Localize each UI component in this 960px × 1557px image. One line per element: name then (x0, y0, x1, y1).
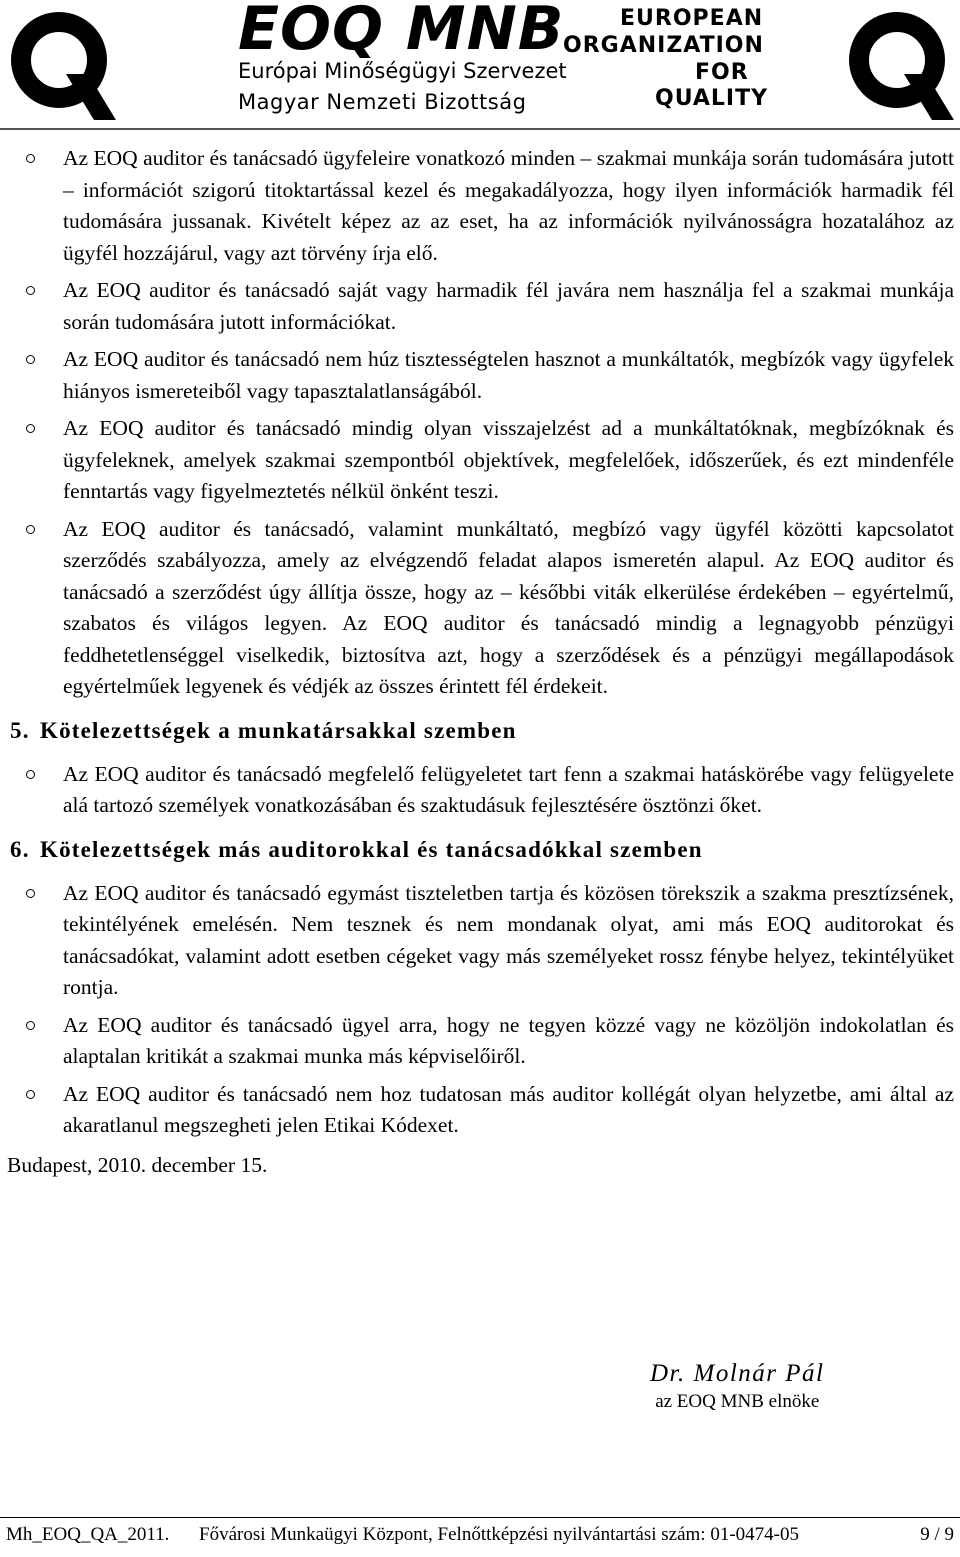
list-item-text: Az EOQ auditor és tanácsadó nem hoz tudatosan más auditor kollégát olyan helyzetbe, ami által az akaratlanul megszegheti jelen Etikai Kódexet. (63, 1081, 954, 1137)
page-number: 9 / 9 (920, 1524, 954, 1545)
eoq-wordmark-line-2: ORGANIZATION (563, 33, 764, 58)
eoq-wordmark-line-3: FOR (695, 60, 749, 85)
eoq-wordmark-line-1: EUROPEAN (620, 6, 764, 31)
list-item (0, 1079, 960, 1142)
place-and-date: Budapest, 2010. december 15. (7, 1152, 268, 1177)
document-id: Mh_EOQ_QA_2011. (6, 1524, 170, 1545)
signatory-role: az EOQ MNB elnöke (655, 1391, 820, 1412)
committee-subtitle: Magyar Nemzeti Bizottság (238, 90, 527, 114)
section-5-heading (0, 715, 960, 747)
list-item-text: Az EOQ auditor és tanácsadó ügyel arra, hogy ne tegyen közzé vagy ne közöljön indokolatlan és alaptalan kritikát a szakmai munka más képviselőiről. (63, 1012, 954, 1068)
bullet-icon (26, 889, 35, 898)
footer-divider (0, 1517, 960, 1518)
list-item (0, 413, 960, 508)
bullet-icon (26, 424, 35, 433)
eoq-q-logo-right-icon (842, 4, 957, 124)
list-item (0, 275, 960, 338)
list-item-text: Az EOQ auditor és tanácsadó ügyfeleire vonatkozó minden – szakmai munkája során tudomására jutott – információt szigorú titoktartással kezel és megakadályozza, hogy ilyen információk harmadik fél tudomására jussanak. Kivételt képez az az eset, ha az információk nyilvánosságra hozatalához az ügyfél hozzájárul, vagy azt törvény írja elő. (63, 146, 954, 265)
registration-info: Fővárosi Munkaügyi Központ, Felnőttképzési nyilvántartási szám: 01-0474-05 (199, 1524, 799, 1545)
eoq-mnb-title: EOQ MNB (238, 0, 565, 64)
bullet-icon (26, 154, 35, 163)
list-item-text: Az EOQ auditor és tanácsadó mindig olyan visszajelzést ad a munkáltatóknak, megbízóknak és ügyfeleknek, amelyek szakmai szempontból objektívek, megfelelőek, időszerűek, és ezt mindenféle fenntartás vagy figyelmeztetés nélkül önként teszi. (63, 416, 954, 503)
list-item-text: Az EOQ auditor és tanácsadó megfelelő felügyeletet tart fenn a szakmai hatáskörébe vagy felügyelete alá tartozó személyek vonatkozásában és szaktudásuk fejlesztésére ösztönzi őket. (63, 761, 954, 817)
letterhead (0, 0, 960, 128)
list-item (0, 514, 960, 703)
organization-subtitle: Európai Minőségügyi Szervezet (238, 59, 567, 83)
list-item-text: Az EOQ auditor és tanácsadó saját vagy harmadik fél javára nem használja fel a szakmai munkája során tudomására jutott információkat. (63, 278, 954, 334)
bullet-icon (26, 355, 35, 364)
eoq-wordmark-line-4: QUALITY (655, 86, 769, 111)
signatory-name: Dr. Molnár Pál (650, 1360, 825, 1387)
header-divider (0, 128, 960, 130)
bullet-icon (26, 770, 35, 779)
bullet-icon (26, 286, 35, 295)
bullet-icon (26, 525, 35, 534)
section-title: Kötelezettségek a munkatársakkal szemben (40, 717, 517, 743)
document-body (0, 143, 960, 1181)
eoq-q-logo-icon (4, 4, 119, 124)
list-item-text: Az EOQ auditor és tanácsadó nem húz tisztességtelen hasznot a munkáltatók, megbízók vagy ügyfelek hiányos ismereteiből vagy tapasztalatlanságából. (63, 347, 954, 403)
list-item (0, 1010, 960, 1073)
list-item-text: Az EOQ auditor és tanácsadó, valamint munkáltató, megbízó vagy ügyfél közötti kapcsolatot szerződés szabályozza, amely az elvégzendő feladat alapos ismeretén alapul. Az EOQ auditor és tanácsadó a szerződést úgy állítja össze, hogy az – későbbi viták elkerülése érdekében – egyértelmű, szabatos és világos legyen. Az EOQ auditor és tanácsadó mindig a legnagyobb pénzügyi feddhetetlenséggel viselkedik, biztosítva azt, hogy a szerződések és a pénzügyi megállapodások egyértelműek legyenek és védjék az összes érintett fél érdekeit. (63, 516, 954, 698)
bullet-icon (26, 1021, 35, 1030)
list-item (0, 759, 960, 822)
section-number: 5. (10, 717, 30, 743)
section-6-heading (0, 834, 960, 866)
list-item (0, 344, 960, 407)
section-number: 6. (10, 836, 30, 862)
list-item-text: Az EOQ auditor és tanácsadó egymást tiszteletben tartja és közösen törekszik a szakma presztízsének, tekintélyének emelésén. Nem tesznek és nem mondanak olyat, ami más EOQ auditorokat és tanácsadókat, valamint adott esetben cégeket vagy más személyeket rossz fénybe helyez, tekintélyüket rontja. (63, 880, 954, 999)
list-item (0, 143, 960, 269)
section-title: Kötelezettségek más auditorokkal és tanácsadókkal szemben (40, 836, 703, 862)
list-item (0, 878, 960, 1004)
signature-block (650, 1358, 824, 1414)
bullet-icon (26, 1090, 35, 1099)
